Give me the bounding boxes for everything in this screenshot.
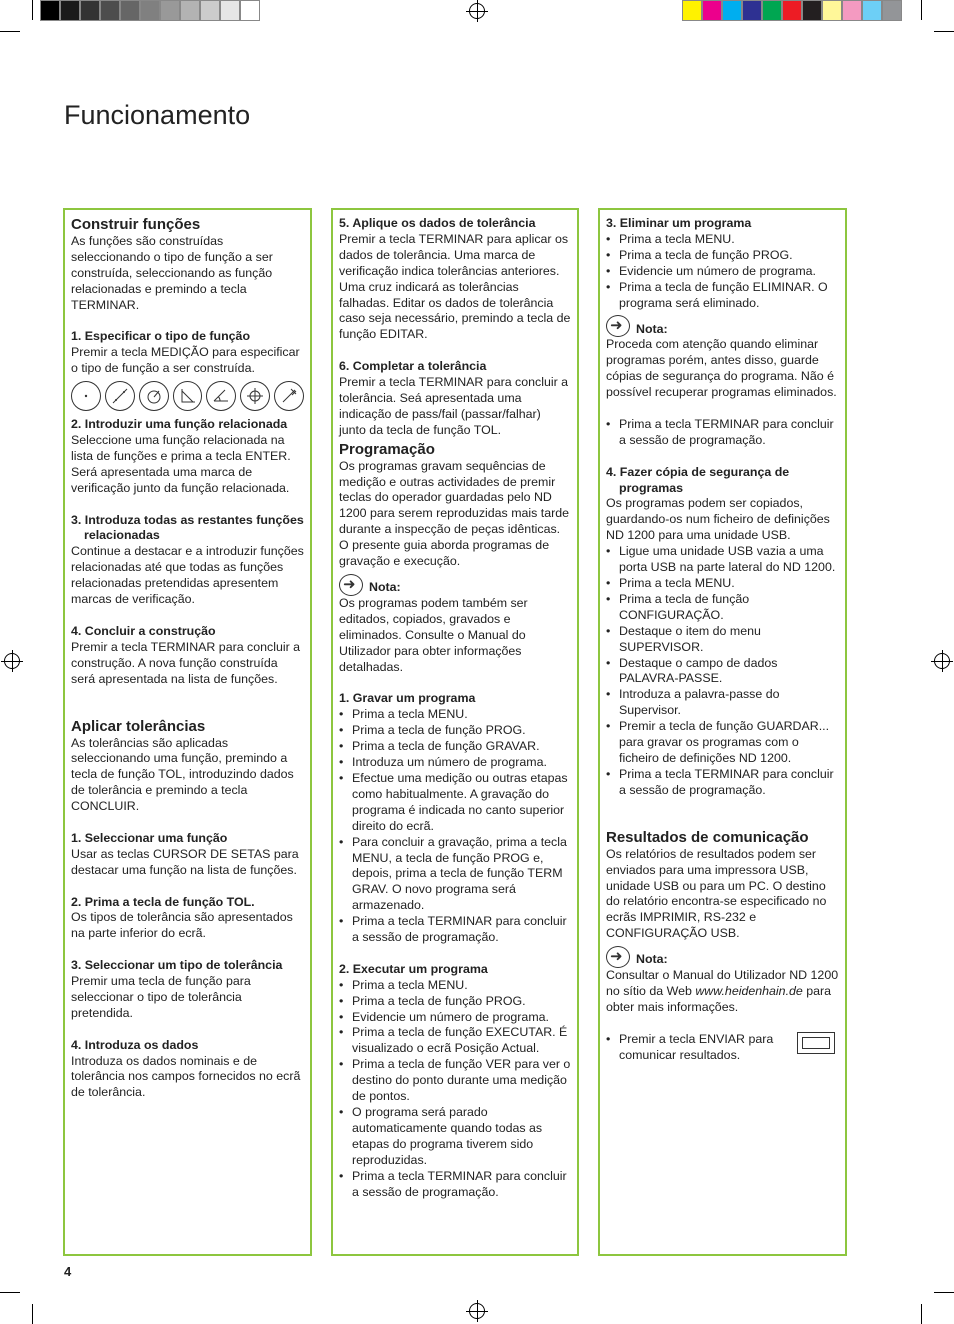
step-title: 5. Aplique os dados de tolerância bbox=[339, 216, 536, 230]
crop-mark bbox=[934, 31, 954, 32]
note-text: Proceda com atenção quando eliminar programas porém, antes disso, guarde cópias de segurança do programa. Não é possível recuperar programas eliminados. bbox=[606, 337, 837, 400]
point-icon bbox=[71, 381, 101, 411]
grayscale-swatch bbox=[200, 0, 220, 21]
grayscale-swatch bbox=[80, 0, 100, 21]
grayscale-bar bbox=[40, 0, 260, 22]
bullet-list bbox=[339, 978, 571, 1201]
section-title-tolerancias: Aplicar tolerâncias bbox=[71, 717, 206, 735]
paragraph: Seleccione uma função relacionada na lista de funções e prima a tecla ENTER. Será apresentada uma marca de verificação junto da função relacionada. bbox=[71, 433, 291, 495]
grayscale-swatch bbox=[220, 0, 240, 21]
list-item: • Prima a tecla MENU. bbox=[606, 576, 839, 592]
section-title-programacao: Programação bbox=[339, 440, 435, 458]
process-color-swatch bbox=[762, 0, 782, 21]
arrow-right-icon bbox=[606, 315, 630, 337]
step-title: 2. Introduzir uma função relacionada bbox=[71, 417, 288, 432]
paragraph: Os programas gravam sequências de medição e outras actividades de premir teclas do operador guardadas pelo ND 1200 para serem reproduzidas mais tarde durante a inspecção de peças idênticas. O presente guia aborda programas de gravação e execução. bbox=[339, 458, 570, 569]
column-right bbox=[598, 208, 847, 1256]
list-item: • Destaque o campo de dados PALAVRA-PASSE. bbox=[606, 656, 839, 688]
bullet-list bbox=[606, 417, 839, 449]
step-title: 1. Gravar um programa bbox=[339, 691, 476, 706]
list-item: • Prima a tecla de função GRAVAR. bbox=[339, 739, 571, 755]
section-title-resultados: Resultados de comunicação bbox=[606, 828, 809, 846]
page-number: 4 bbox=[64, 1264, 72, 1279]
list-item: • Premir a tecla de função GUARDAR... para gravar os programas com o ficheiro de definições ND 1200. bbox=[606, 719, 839, 767]
list-item: • Evidencie um número de programa. bbox=[339, 1010, 571, 1026]
grayscale-swatch bbox=[140, 0, 160, 21]
function-icons bbox=[71, 381, 304, 411]
bullet-list bbox=[606, 232, 839, 312]
paragraph: Premir a tecla TERMINAR para aplicar os dados de tolerância. Uma marca de verificação indica tolerâncias anteriores. Uma cruz indicará as tolerâncias falhadas. Editar os dados de tolerância caso seja necessário, premindo a tecla de função EDITAR. bbox=[339, 231, 571, 342]
list-item: • Ligue uma unidade USB vazia a uma porta USB na parte lateral do ND 1200. bbox=[606, 544, 839, 576]
grayscale-swatch bbox=[40, 0, 60, 21]
bullet-list bbox=[606, 1032, 781, 1064]
process-color-swatch bbox=[782, 0, 802, 21]
note-label: Nota: bbox=[636, 952, 668, 967]
send-row bbox=[606, 1032, 839, 1064]
skew-icon bbox=[274, 381, 304, 411]
grayscale-swatch bbox=[60, 0, 80, 21]
list-item: • Destaque o item do menu SUPERVISOR. bbox=[606, 624, 839, 656]
note-header bbox=[606, 315, 839, 337]
crop-mark bbox=[32, 0, 33, 20]
list-item: • Introduza um número de programa. bbox=[339, 755, 571, 771]
section-title-construir: Construir funções bbox=[71, 216, 201, 233]
step-title: 1. Seleccionar uma função bbox=[71, 830, 228, 845]
step-title: 4. Introduza os dados bbox=[71, 1037, 199, 1052]
line-icon bbox=[105, 381, 135, 411]
list-item: • Prima a tecla de função PROG. bbox=[339, 723, 571, 739]
list-item: • Prima a tecla MENU. bbox=[339, 978, 571, 994]
step-title: 4. Fazer cópia de segurança de programas bbox=[606, 464, 790, 495]
paragraph: Os programas podem ser copiados, guardando-os num ficheiro de definições ND 1200 para uma unidade USB. bbox=[606, 496, 830, 543]
process-color-swatch bbox=[682, 0, 702, 21]
process-color-bar bbox=[682, 0, 902, 22]
note-header bbox=[606, 946, 839, 968]
paragraph: Introduza os dados nominais e de tolerância nos campos fornecidos no ecrã de tolerância. bbox=[71, 1053, 301, 1100]
paragraph: Usar as teclas CURSOR DE SETAS para destacar uma função na lista de funções. bbox=[71, 846, 299, 877]
note-text bbox=[606, 968, 839, 1016]
paragraph: As funções são construídas seleccionando o tipo de função a ser construída, seleccionando as função relacionadas e premindo a tecla TERMINAR. bbox=[71, 234, 273, 312]
list-item: • Prima a tecla TERMINAR para concluir a sessão de programação. bbox=[606, 417, 839, 449]
paragraph: Continue a destacar e a introduzir funções relacionadas até que todas as funções relacionadas pretendidas apresentem marcas de verificação. bbox=[71, 544, 304, 607]
note-label: Nota: bbox=[369, 580, 401, 595]
process-color-swatch bbox=[822, 0, 842, 21]
reference-icon bbox=[240, 381, 270, 411]
list-item: • Prima a tecla MENU. bbox=[339, 707, 571, 723]
website-link[interactable]: www.heidenhain.de bbox=[695, 984, 803, 999]
crop-mark bbox=[32, 1304, 33, 1324]
process-color-swatch bbox=[722, 0, 742, 21]
registration-mark-icon bbox=[4, 653, 20, 669]
circle-icon bbox=[139, 381, 169, 411]
grayscale-swatch bbox=[180, 0, 200, 21]
process-color-swatch bbox=[882, 0, 902, 21]
step-title: 1. Especificar o tipo de função bbox=[71, 329, 251, 344]
angle-icon bbox=[206, 381, 236, 411]
step-title: 3. Seleccionar um tipo de tolerância bbox=[71, 958, 283, 973]
grayscale-swatch bbox=[240, 0, 260, 21]
paragraph: Premir a tecla TERMINAR para concluir a construção. A nova função construída será apresentada na lista de funções. bbox=[71, 639, 301, 686]
crop-mark bbox=[0, 1292, 20, 1293]
page-title: Funcionamento bbox=[64, 100, 251, 130]
step-title: 3. Introduza todas as restantes funções relacionadas bbox=[71, 512, 304, 543]
list-item: • Introduza a palavra-passe do Supervisor. bbox=[606, 687, 839, 719]
registration-mark-icon bbox=[469, 1303, 485, 1319]
grayscale-swatch bbox=[120, 0, 140, 21]
paragraph: Os tipos de tolerância são apresentados na parte inferior do ecrã. bbox=[71, 910, 293, 941]
paragraph: Os relatórios de resultados podem ser enviados para uma impressora USB, unidade USB ou para um PC. O destino do relatório encontra-se especificado no ecrãs IMPRIMIR, RS-232 e CONFIGURAÇÃO USB. bbox=[606, 846, 827, 941]
list-item: • Prima a tecla de função PROG. bbox=[339, 994, 571, 1010]
crop-mark bbox=[0, 31, 20, 32]
bullet-list bbox=[606, 544, 839, 799]
note-text-b: para obter mais informações. bbox=[606, 984, 832, 1014]
note-label: Nota: bbox=[636, 321, 668, 336]
arrow-right-icon bbox=[339, 574, 363, 596]
paragraph: Premir a tecla TERMINAR para concluir a tolerância. Seá apresentada uma indicação de pass/fail (passar/falhar) junto da tecla de função TOL. bbox=[339, 375, 569, 437]
list-item: • Para concluir a gravação, prima a tecla MENU, a tecla de função PROG e, depois, prima a tecla de função TERM GRAV. O novo programa será armazenado. bbox=[339, 835, 571, 915]
registration-mark-icon bbox=[934, 653, 950, 669]
list-item: • Prima a tecla de função VER para ver o destino do ponto durante uma medição de pontos. bbox=[339, 1057, 571, 1105]
list-item: • Evidencie um número de programa. bbox=[606, 264, 839, 280]
note-text: Os programas podem também ser editados, copiados, gravados e eliminados. Consulte o Manual do Utilizador para obter informações detalhadas. bbox=[339, 596, 528, 674]
grayscale-swatch bbox=[100, 0, 120, 21]
list-item: • Prima a tecla de função CONFIGURAÇÃO. bbox=[606, 592, 839, 624]
grayscale-swatch bbox=[160, 0, 180, 21]
distance-icon bbox=[173, 381, 203, 411]
process-color-swatch bbox=[862, 0, 882, 21]
send-key-icon bbox=[797, 1032, 835, 1054]
step-title: 3. Eliminar um programa bbox=[606, 216, 752, 230]
list-item: • Prima a tecla de função ELIMINAR. O programa será eliminado. bbox=[606, 280, 839, 312]
step-title: 6. Completar a tolerância bbox=[339, 359, 487, 374]
bullet-list bbox=[339, 707, 571, 946]
process-color-swatch bbox=[702, 0, 722, 21]
column-left bbox=[63, 208, 312, 1256]
list-item: • O programa será parado automaticamente quando todas as etapas do programa tiverem sido reproduzidas. bbox=[339, 1105, 571, 1169]
list-item: • Prima a tecla MENU. bbox=[606, 232, 839, 248]
registration-mark-icon bbox=[469, 3, 485, 19]
list-item: • Efectue uma medição ou outras etapas como habitualmente. A gravação do programa é indicada no canto superior direito do ecrã. bbox=[339, 771, 571, 835]
process-color-swatch bbox=[842, 0, 862, 21]
list-item: • Prima a tecla TERMINAR para concluir a sessão de programação. bbox=[339, 1169, 571, 1201]
list-item: • Prima a tecla de função PROG. bbox=[606, 248, 839, 264]
note-text-a: Consultar o Manual do Utilizador ND 1200 no sítio da Web bbox=[606, 968, 839, 999]
paragraph: Premir a tecla MEDIÇÃO para especificar o tipo de função a ser construída. bbox=[71, 345, 300, 376]
paragraph: Premir uma tecla de função para seleccionar o tipo de tolerância pretendida. bbox=[71, 974, 251, 1020]
step-title: 2. Executar um programa bbox=[339, 961, 488, 976]
crop-mark bbox=[934, 1292, 954, 1293]
list-item: • Prima a tecla TERMINAR para concluir a sessão de programação. bbox=[339, 914, 571, 946]
arrow-right-icon bbox=[606, 946, 630, 968]
crop-mark bbox=[921, 1304, 922, 1324]
list-item: • Prima a tecla TERMINAR para concluir a sessão de programação. bbox=[606, 767, 839, 799]
list-item: • Premir a tecla ENVIAR para comunicar resultados. bbox=[606, 1032, 781, 1064]
crop-mark bbox=[921, 0, 922, 20]
step-title: 2. Prima a tecla de função TOL. bbox=[71, 894, 255, 909]
step-title: 4. Concluir a construção bbox=[71, 623, 216, 638]
paragraph: As tolerâncias são aplicadas seleccionando uma função, premindo a tecla de função TOL, introduzindo dados de tolerância e premindo a tecla CONCLUIR. bbox=[71, 735, 294, 814]
note-header bbox=[339, 574, 571, 596]
list-item: • Prima a tecla de função EXECUTAR. É visualizado o ecrã Posição Actual. bbox=[339, 1025, 571, 1057]
column-middle bbox=[331, 208, 579, 1256]
process-color-swatch bbox=[802, 0, 822, 21]
process-color-swatch bbox=[742, 0, 762, 21]
